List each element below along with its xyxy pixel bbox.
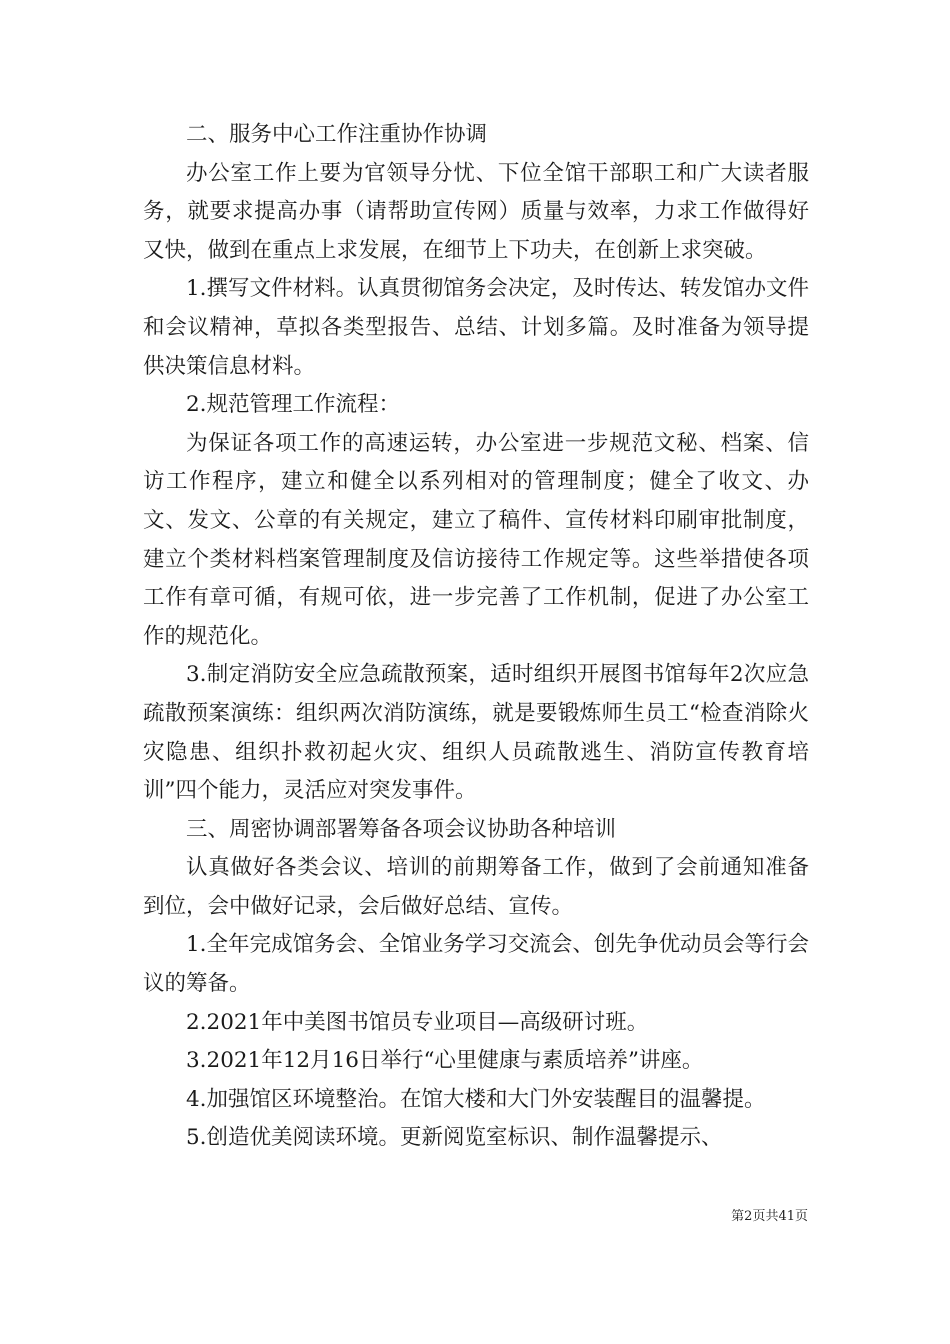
- paragraph: 办公室工作上要为官领导分忧、下位全馆干部职工和广大读者服务，就要求提高办事（请帮助宣传网）质量与效率，力求工作做得好又快，做到在重点上求发展，在细节上下功夫，在创新上求突破。: [143, 160, 809, 263]
- list-item: 2.2021年中美图书馆员专业项目—高级研讨班。: [186, 1009, 649, 1035]
- section-heading: 二、服务中心工作注重协作协调: [186, 122, 488, 147]
- page-number: 第2页共41页: [731, 1209, 808, 1224]
- list-item: 3.2021年12月16日举行“心里健康与素质培养”讲座。: [186, 1048, 704, 1074]
- section-heading: 三、周密协调部署筹备各项会议协助各种培训: [186, 816, 617, 842]
- list-item: 2.规范管理工作流程：: [186, 392, 401, 418]
- list-item: 3.制定消防安全应急疏散预案，适时组织开展图书馆每年2次应急疏散预案演练：组织两次消防演练，就是要锻炼师生员工“检查消除火灾隐患、组织扑救初起火灾、组织人员疏散逃生、消防宣传教育培训”四个能力，灵活应对突发事件。: [143, 662, 809, 804]
- paragraph: 为保证各项工作的高速运转，办公室进一步规范文秘、档案、信访工作程序，建立和健全以系列相对的管理制度；健全了收文、办文、发文、公章的有关规定，建立了稿件、宣传材料印刷审批制度，建立个类材料档案管理制度及信访接待工作规定等。这些举措使各项工作有章可循，有规可依，进一步完善了工作机制，促进了办公室工作的规范化。: [143, 430, 809, 649]
- list-item: 1.撰写文件材料。认真贯彻馆务会决定，及时传达、转发馆办文件和会议精神，草拟各类型报告、总结、计划多篇。及时准备为领导提供决策信息材料。: [143, 276, 809, 379]
- list-item: 5.创造优美阅读环境。更新阅览室标识、制作温馨提示、: [186, 1125, 723, 1151]
- document-body: [143, 116, 809, 1158]
- list-item: 1.全年完成馆务会、全馆业务学习交流会、创先争优动员会等行会议的筹备。: [143, 932, 809, 997]
- paragraph: 认真做好各类会议、培训的前期筹备工作，做到了会前通知准备到位，会中做好记录，会后做好总结、宣传。: [143, 855, 809, 919]
- list-item: 4.加强馆区环境整治。在馆大楼和大门外安装醒目的温馨提。: [186, 1086, 766, 1112]
